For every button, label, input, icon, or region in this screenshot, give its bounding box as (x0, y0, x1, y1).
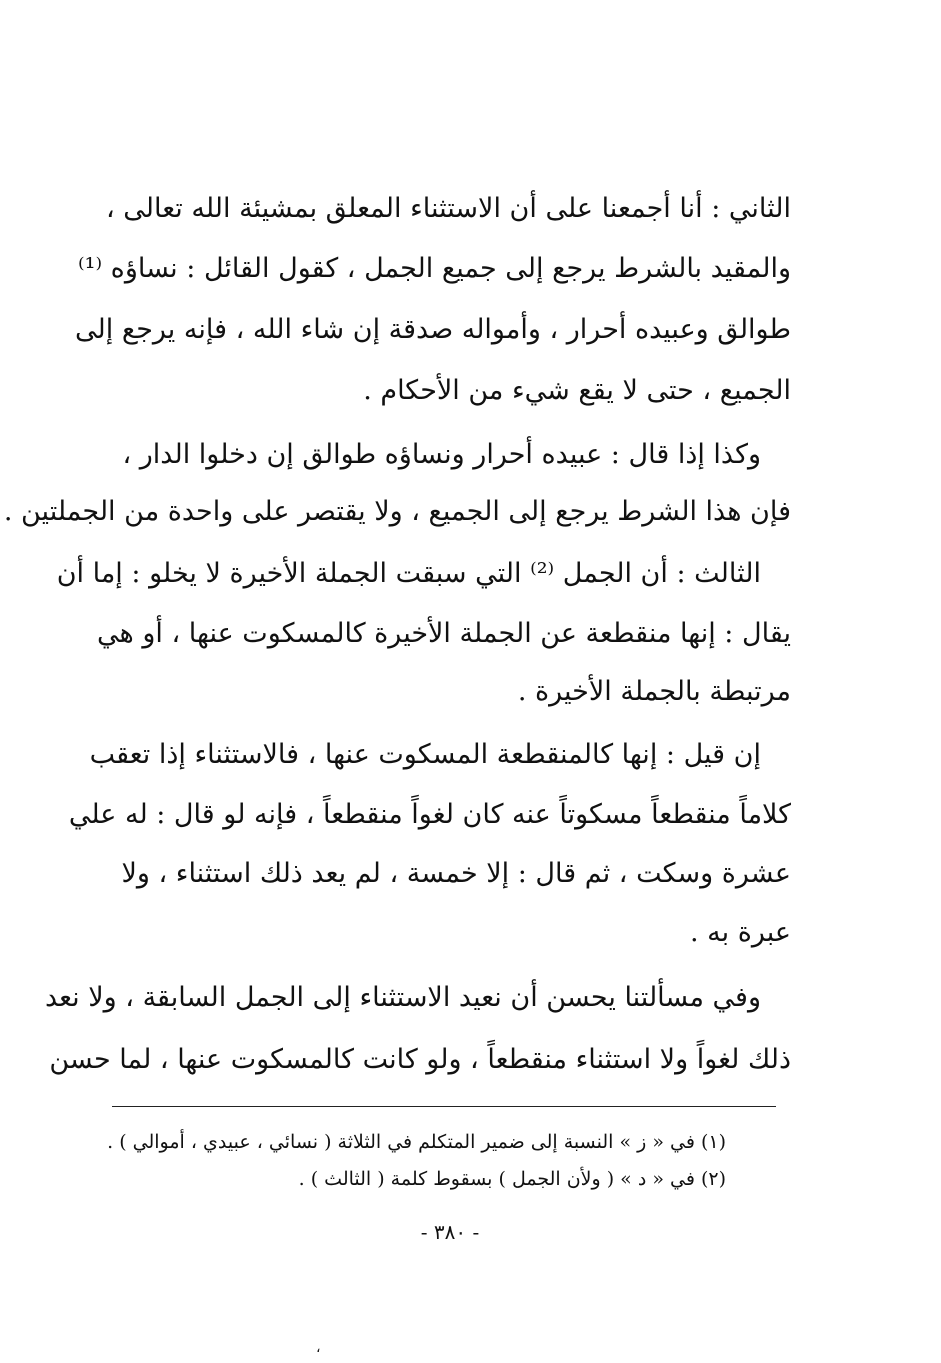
stray-mark: ، (316, 1340, 321, 1356)
body-line: عشرة وسكت ، ثم قال : إلا خمسة ، لم يعد ذلك استثناء ، ولا (121, 858, 791, 889)
body-line: عبرة به . (689, 917, 791, 948)
body-line: الثالث : أن الجمل ⁽²⁾ التي سبقت الجملة الأخيرة لا يخلو : إما أن (56, 558, 761, 589)
body-line: كلاماً منقطعاً مسكوتاً عنه كان لغواً منقطعاً ، فإنه لو قال : له علي (68, 799, 791, 830)
body-line: والمقيد بالشرط يرجع إلى جميع الجمل ، كقول القائل : نساؤه ⁽¹⁾ (78, 253, 791, 284)
page-number: - ٣٨٠ - (420, 1220, 480, 1244)
body-line: فإن هذا الشرط يرجع إلى الجميع ، ولا يقتصر على واحدة من الجملتين . (3, 496, 791, 527)
body-line: ذلك لغواً ولا استثناء منقطعاً ، ولو كانت كالمسكوت عنها ، لما حسن (49, 1044, 791, 1075)
body-line: مرتبطة بالجملة الأخيرة . (517, 676, 791, 707)
footnote-2: (٢) في « د » ( ولأن الجمل ) بسقوط كلمة ( الثالث ) . (298, 1168, 726, 1190)
body-line: وفي مسألتنا يحسن أن نعيد الاستثناء إلى الجمل السابقة ، ولا نعد (44, 982, 761, 1013)
footnote-separator (112, 1106, 776, 1107)
footnote-1: (١) في « ز » النسبة إلى ضمير المتكلم في الثلاثة ( نسائي ، عبيدي ، أموالي ) . (107, 1131, 726, 1153)
body-line: يقال : إنها منقطعة عن الجملة الأخيرة كالمسكوت عنها ، أو هي (97, 618, 791, 649)
body-line: طوالق وعبيده أحرار ، وأمواله صدقة إن شاء الله ، فإنه يرجع إلى (75, 314, 791, 345)
body-line: الثاني : أنا أجمعنا على أن الاستثناء المعلق بمشيئة الله تعالى ، (106, 193, 791, 224)
body-line: الجميع ، حتى لا يقع شيء من الأحكام . (363, 375, 791, 406)
body-line: إن قيل : إنها كالمنقطعة المسكوت عنها ، فالاستثناء إذا تعقب (89, 739, 761, 770)
body-line: وكذا إذا قال : عبيده أحرار ونساؤه طوالق إن دخلوا الدار ، (122, 439, 761, 470)
